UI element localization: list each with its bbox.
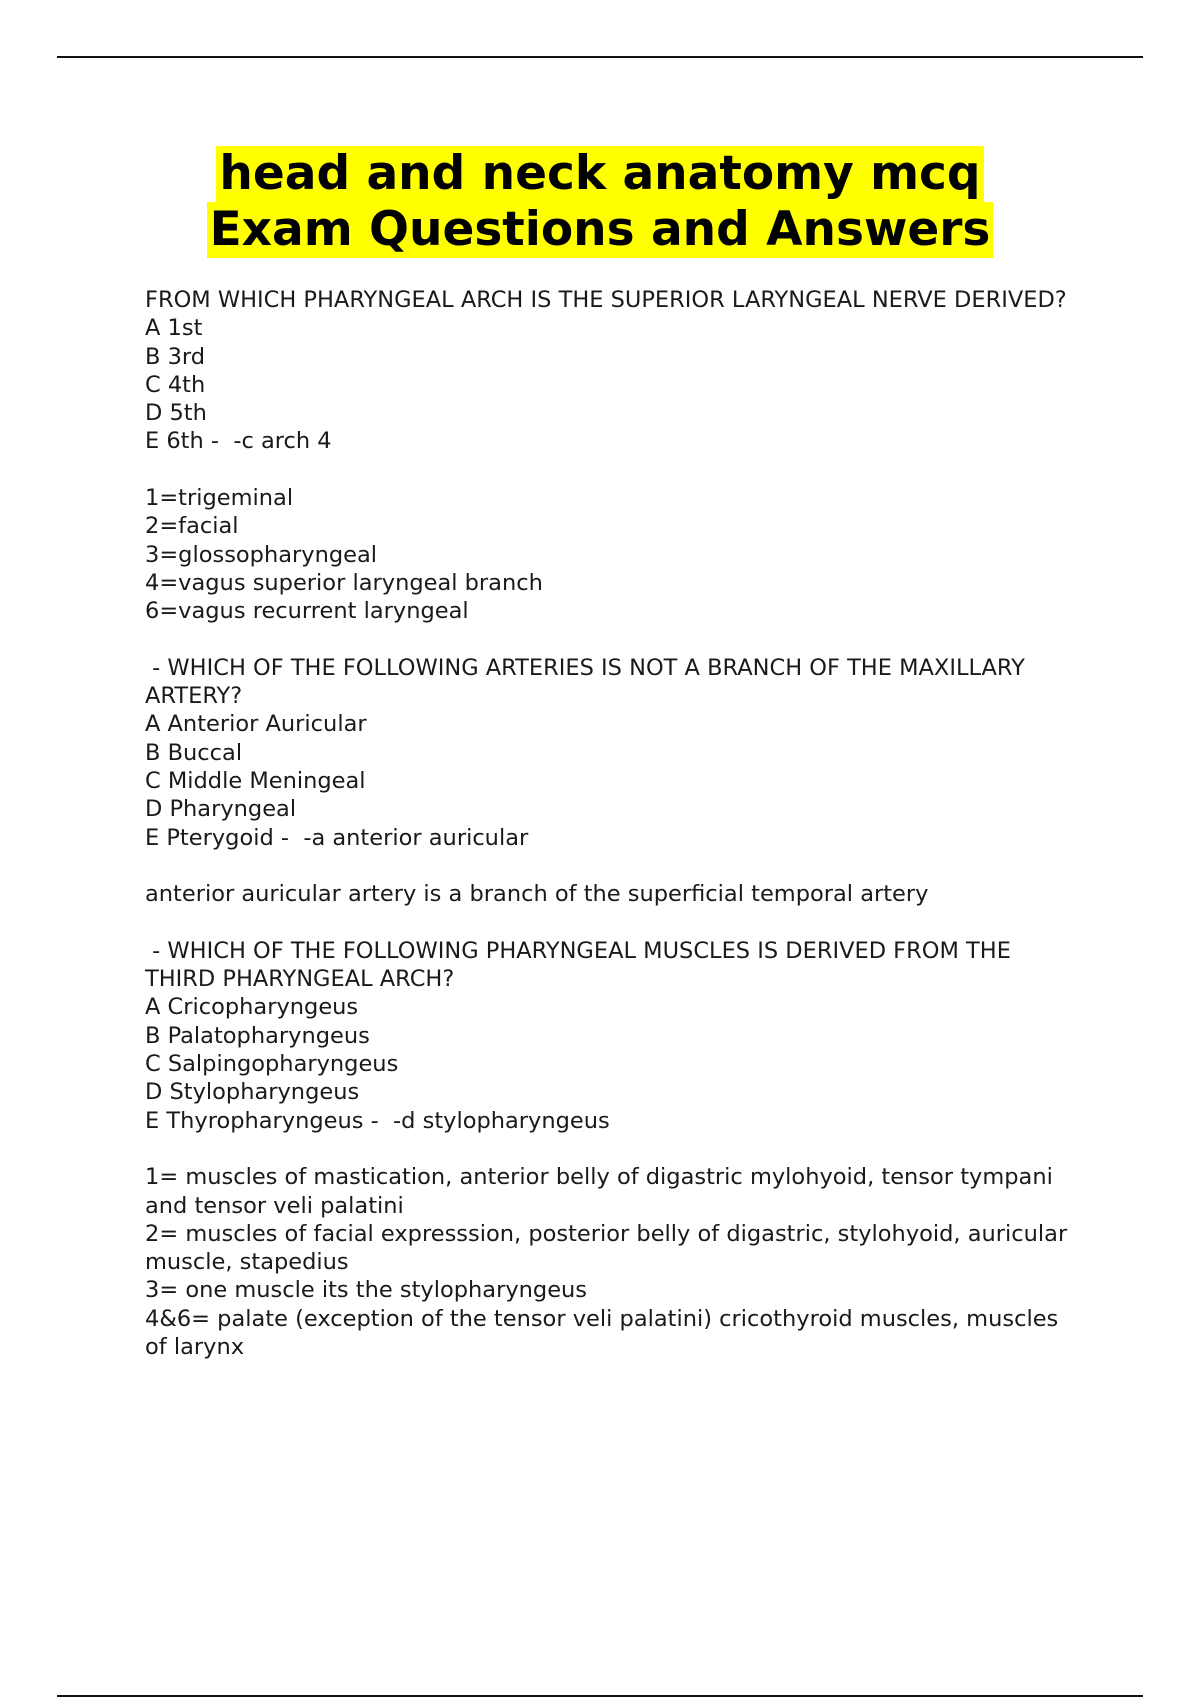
question-text: FROM WHICH PHARYNGEAL ARCH IS THE SUPERIOR LARYNGEAL NERVE DERIVED? [145,287,1067,313]
answer-option: A Anterior Auricular [145,711,367,738]
answer-option: D 5th [145,400,207,427]
answer-option: B Palatopharyngeus [145,1022,370,1049]
question-text: - WHICH OF THE FOLLOWING PHARYNGEAL MUSCLES IS DERIVED FROM THE THIRD PHARYNGEAL ARCH? [145,937,1019,993]
question-block-3 [145,937,1085,1361]
explanation-line: 2= muscles of facial expresssion, posterior belly of digastric, stylohyoid, auricular muscle, stapedius [145,1220,1075,1276]
header-rule [57,56,1143,58]
title-line-2: Exam Questions and Answers [207,202,994,258]
answer-option-with-answer: E Pterygoid - -a anterior auricular [145,824,529,851]
document-body [145,286,1085,1361]
spacer [145,852,1085,880]
answer-option: C Middle Meningeal [145,768,366,795]
spacer [145,626,1085,654]
explanation-line: 4&6= palate (exception of the tensor veli palatini) cricothyroid muscles, muscles of larynx [145,1305,1066,1360]
explanation-line: 3= one muscle its the stylopharyngeus [145,1277,588,1304]
answer-option-with-answer: E Thyropharyngeus - -d stylopharyngeus [145,1107,610,1134]
question-block-1 [145,286,1085,626]
explanation-line: 2=facial [145,513,239,540]
answer-option-with-answer: E 6th - -c arch 4 [145,428,332,455]
answer-option: D Stylopharyngeus [145,1079,360,1106]
explanation-line: 6=vagus recurrent laryngeal [145,598,469,625]
explanation-line: 4=vagus superior laryngeal branch [145,569,543,596]
title-line-1: head and neck anatomy mcq [216,146,983,202]
document-title [0,146,1200,258]
answer-option: A Cricopharyngeus [145,994,359,1021]
spacer [145,456,1085,484]
footer-rule [57,1695,1143,1697]
answer-option: C Salpingopharyngeus [145,1051,399,1078]
question-block-2 [145,654,1085,909]
explanation-line: anterior auricular artery is a branch of the superficial temporal artery [145,881,929,908]
answer-option: A 1st [145,315,203,342]
answer-option: C 4th [145,371,206,398]
explanation-line: 1= muscles of mastication, anterior belly of digastric mylohyoid, tensor tympani and tensor veli palatini [145,1164,1060,1219]
question-text: - WHICH OF THE FOLLOWING ARTERIES IS NOT A BRANCH OF THE MAXILLARY ARTERY? [145,654,1033,710]
answer-option: B Buccal [145,739,243,766]
explanation-line: 3=glossopharyngeal [145,541,377,568]
spacer [145,1135,1085,1163]
answer-option: D Pharyngeal [145,796,297,823]
spacer [145,909,1085,937]
answer-option: B 3rd [145,343,206,370]
explanation-line: 1=trigeminal [145,485,294,512]
